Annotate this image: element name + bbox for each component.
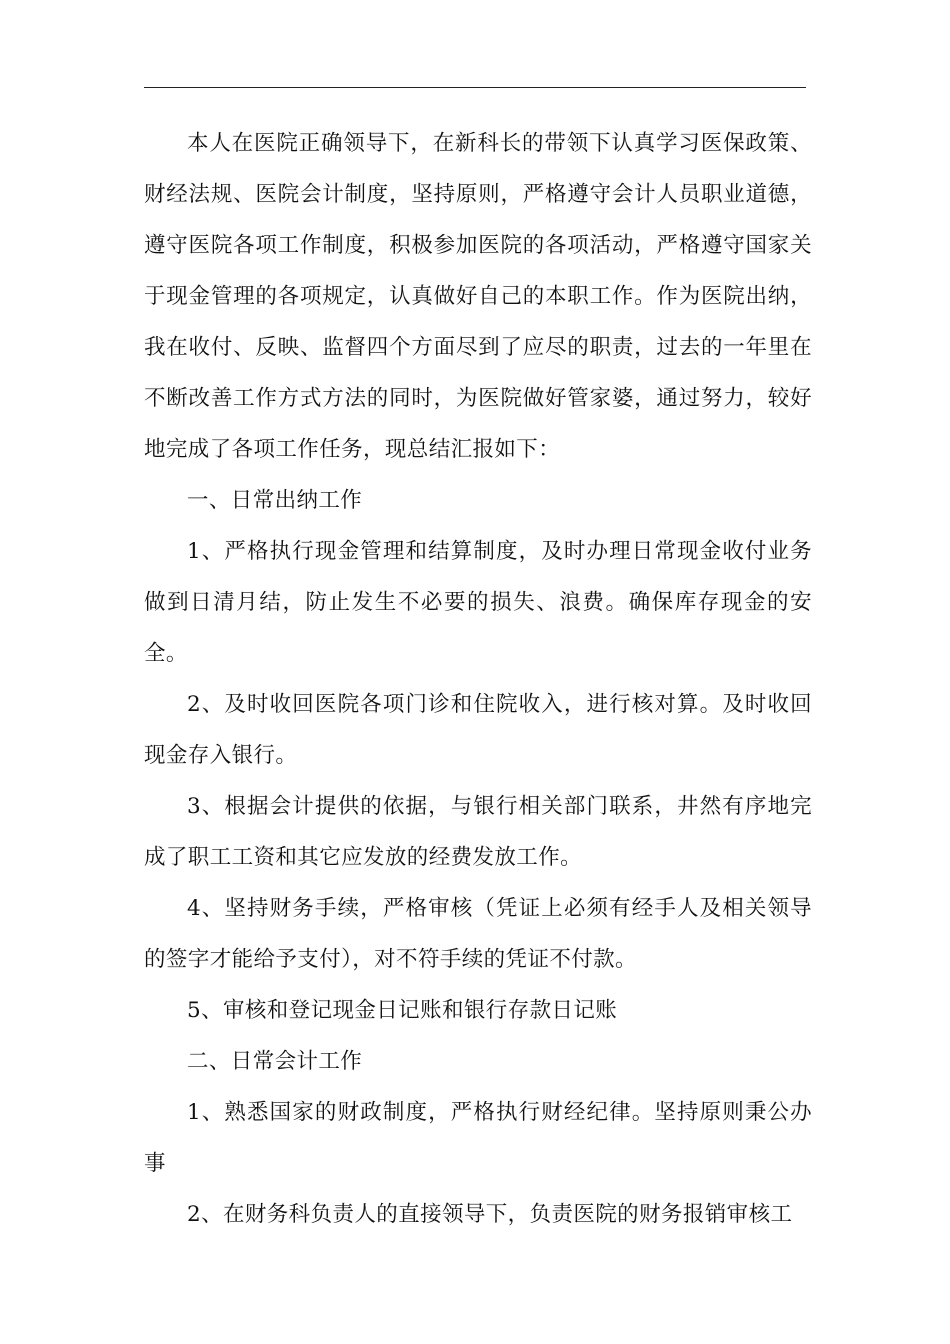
section-heading-accounting: 二、日常会计工作 [187, 1049, 363, 1074]
paragraph-cashier-4: 4、坚持财务手续，严格审核（凭证上必须有经手人及相关领导的签字才能给予支付），对不符手续的凭证不付款。 [144, 896, 812, 972]
header-rule [144, 87, 806, 88]
paragraph-accounting-2: 2、在财务科负责人的直接领导下，负责医院的财务报销审核工 [187, 1202, 793, 1227]
section-heading-cashier: 一、日常出纳工作 [187, 488, 363, 513]
paragraph-intro: 本人在医院正确领导下，在新科长的带领下认真学习医保政策、财经法规、医院会计制度，坚持原则，严格遵守会计人员职业道德，遵守医院各项工作制度，积极参加医院的各项活动，严格遵守国家关于现金管理的各项规定，认真做好自己的本职工作。作为医院出纳，我在收付、反映、监督四个方面尽到了应尽的职责，过去的一年里在不断改善工作方式方法的同时，为医院做好管家婆，通过努力，较好地完成了各项工作任务，现总结汇报如下： [144, 131, 812, 462]
document-body [144, 118, 812, 1240]
paragraph-cashier-3: 3、根据会计提供的依据，与银行相关部门联系，井然有序地完成了职工工资和其它应发放的经费发放工作。 [144, 794, 812, 870]
paragraph-cashier-1: 1、严格执行现金管理和结算制度，及时办理日常现金收付业务做到日清月结，防止发生不必要的损失、浪费。确保库存现金的安全。 [144, 539, 812, 666]
paragraph-cashier-2: 2、及时收回医院各项门诊和住院收入，进行核对算。及时收回现金存入银行。 [144, 692, 812, 768]
paragraph-cashier-5: 5、审核和登记现金日记账和银行存款日记账 [187, 998, 618, 1023]
paragraph-accounting-1: 1、熟悉国家的财政制度，严格执行财经纪律。坚持原则秉公办事 [144, 1100, 812, 1176]
